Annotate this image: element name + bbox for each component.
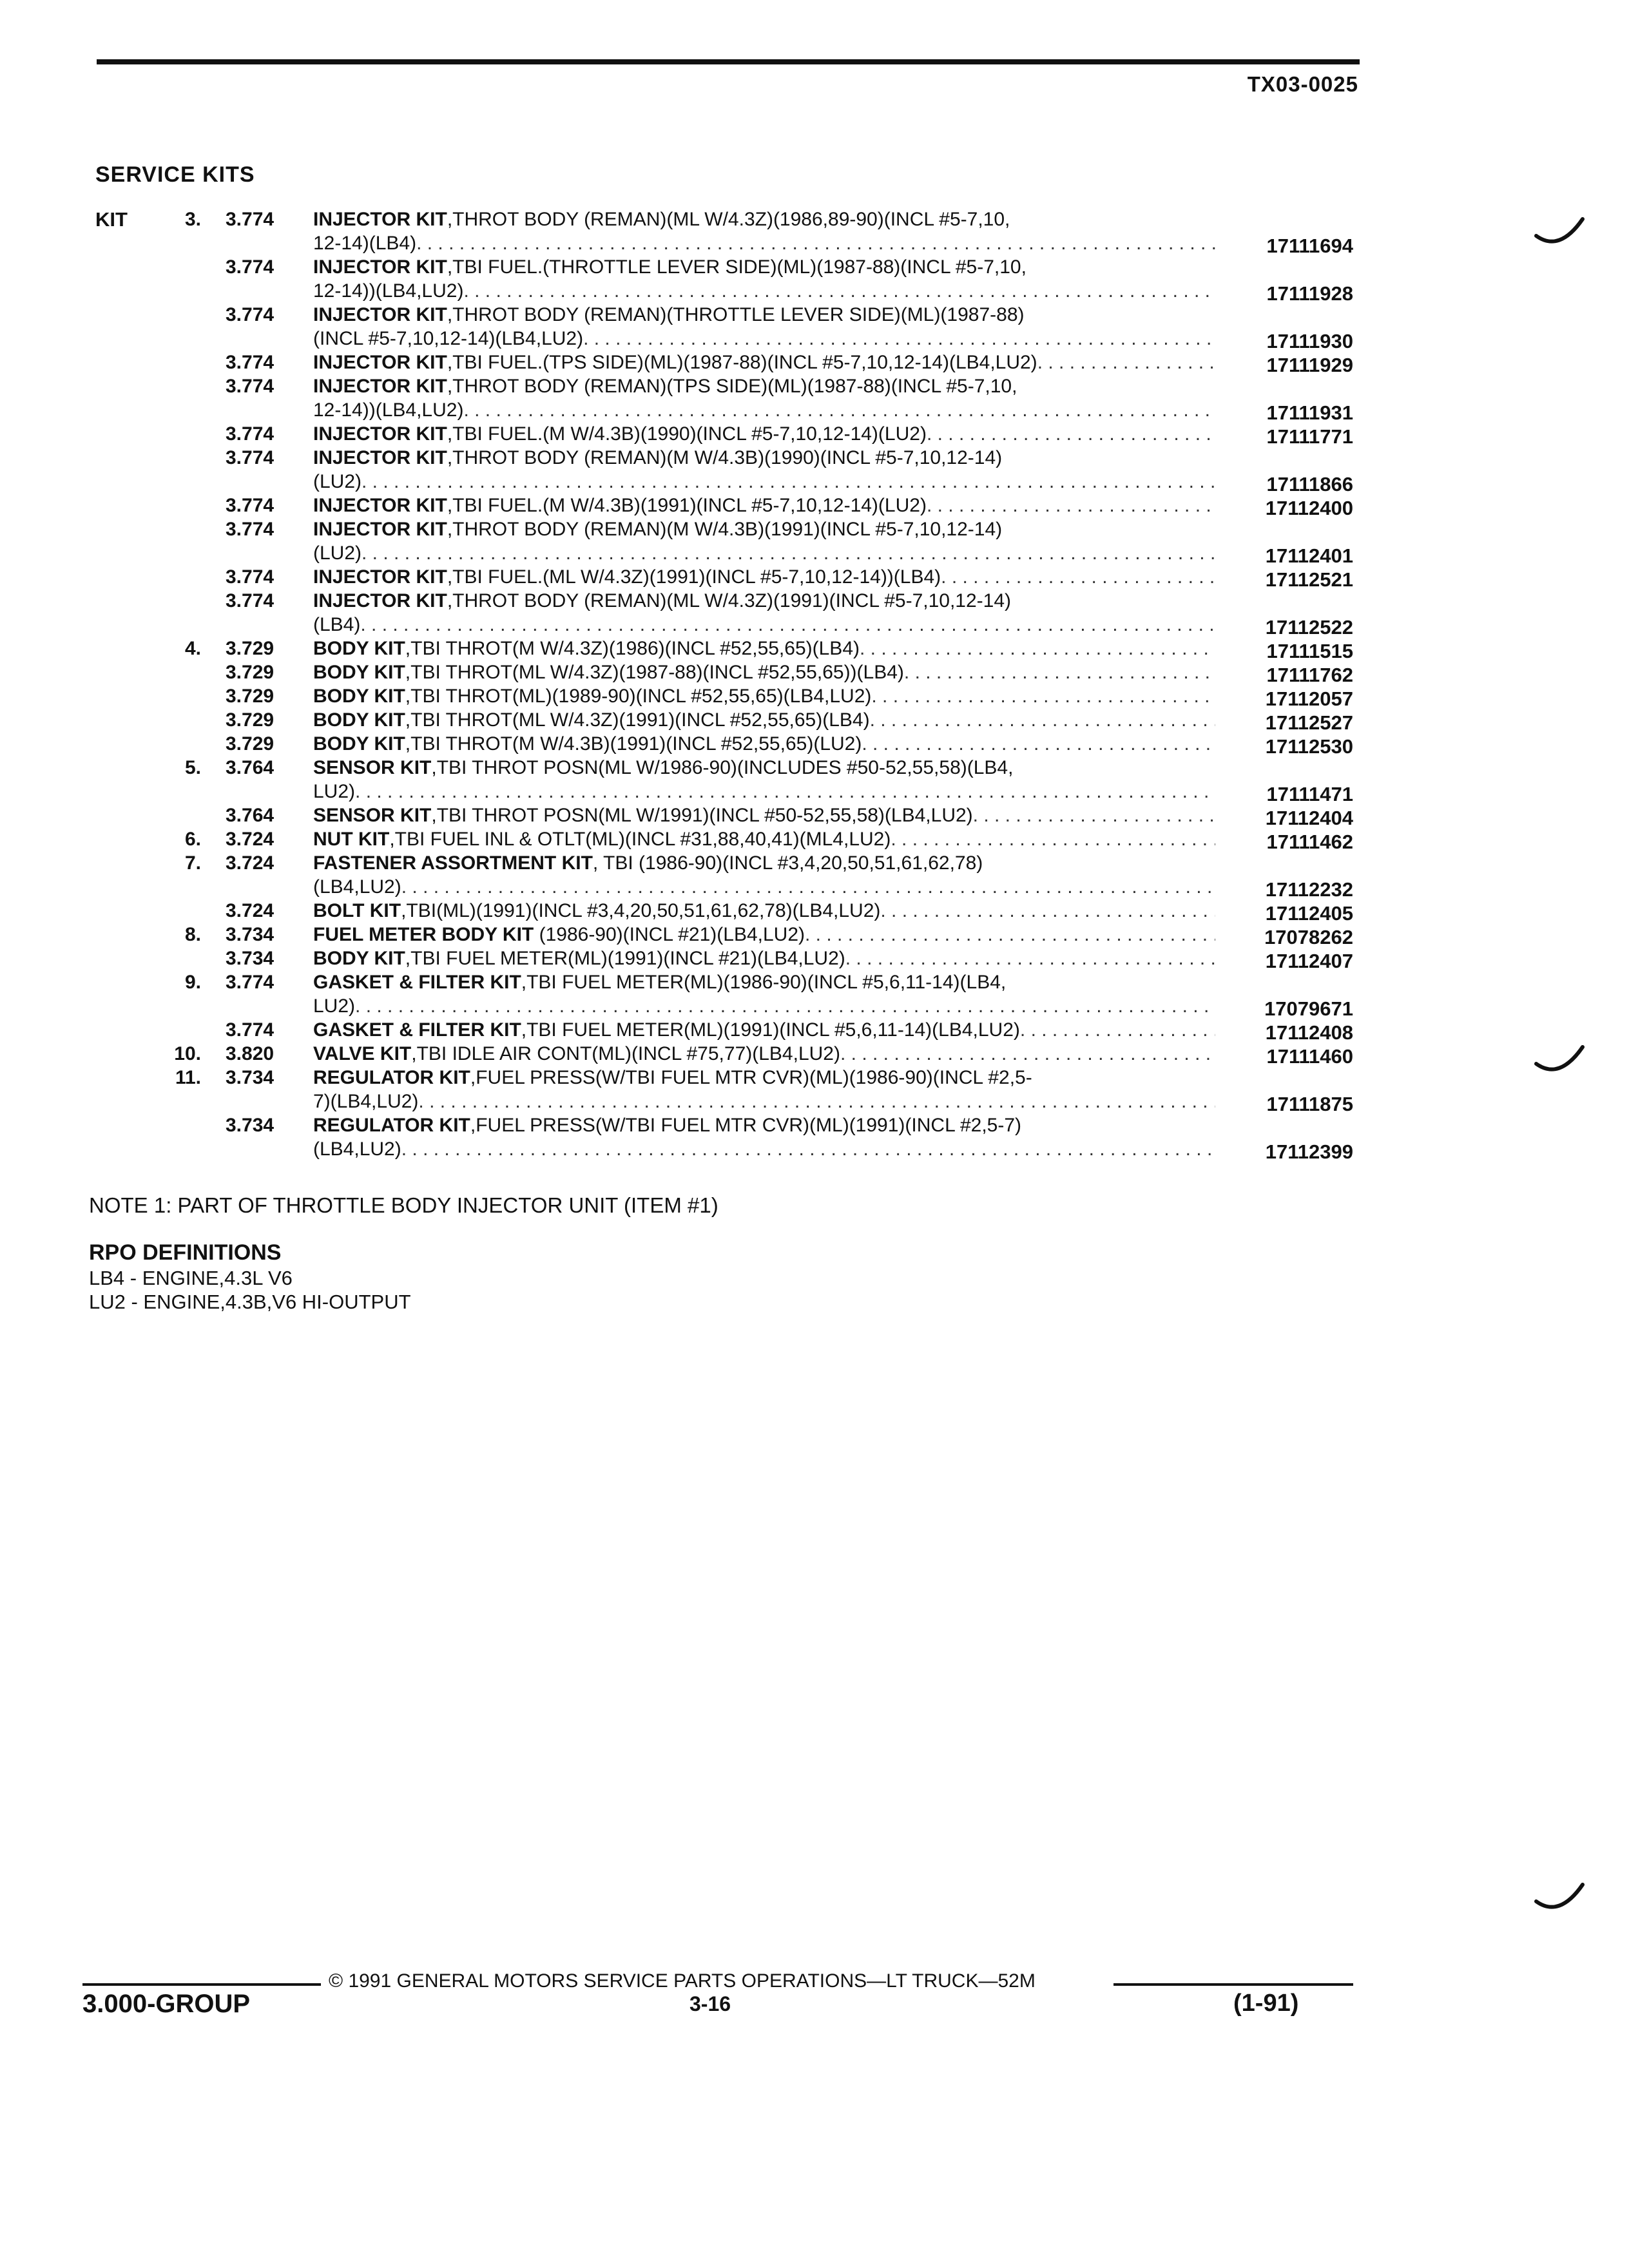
kit-description: [313, 494, 1215, 517]
dot-leader: [355, 994, 1215, 1018]
group-number: 3.774: [226, 519, 275, 540]
kit-name: INJECTOR KIT: [313, 590, 447, 611]
part-number: 17111471: [1266, 783, 1353, 805]
binder-hole-mark: [1534, 1041, 1585, 1079]
kit-description: [313, 351, 1215, 374]
kit-label: KIT: [95, 208, 128, 231]
kit-description-line: ,TBI THROT(M W/4.3Z)(1986)(INCL #52,55,65)(LB4): [405, 638, 860, 659]
kit-row: [0, 660, 1629, 684]
section-title: SERVICE KITS: [95, 162, 255, 187]
kit-row: [0, 732, 1629, 756]
kit-description-line: ,TBI THROT POSN(ML W/1991)(INCL #50-52,55,58)(LB4,LU2): [431, 805, 973, 826]
kit-description-line: ,THROT BODY (REMAN)(ML W/4.3Z)(1991)(INCL #5-7,10,12-14): [447, 590, 1012, 611]
group-number: 3.774: [226, 304, 275, 325]
kit-row: [0, 589, 1629, 637]
group-number: 3.774: [226, 423, 275, 445]
kit-description-line: ,THROT BODY (REMAN)(ML W/4.3Z)(1986,89-90)(INCL #5-7,10,: [447, 209, 1010, 230]
part-number: 17111928: [1266, 282, 1353, 305]
group-number: 3.774: [226, 209, 275, 230]
kit-description-line: 12-14))(LB4,LU2): [313, 280, 464, 302]
part-number: 17111460: [1266, 1045, 1353, 1068]
kit-description-line: ,THROT BODY (REMAN)(M W/4.3B)(1990)(INCL #5-7,10,12-14): [447, 447, 1003, 468]
kit-row: [0, 684, 1629, 708]
group-number: 3.729: [226, 686, 275, 707]
kit-description: [313, 947, 1215, 970]
rpo-definition: LU2 - ENGINE,4.3B,V6 HI-OUTPUT: [89, 1291, 411, 1313]
dot-leader: [463, 279, 1215, 303]
kit-description: [313, 1018, 1215, 1042]
kit-row: [0, 207, 1629, 255]
dot-leader: [361, 541, 1215, 565]
kit-row: [0, 351, 1629, 374]
dot-leader: [583, 327, 1215, 351]
part-number: 17079671: [1264, 997, 1353, 1020]
item-number: 6.: [184, 829, 201, 850]
dot-leader: [840, 1042, 1215, 1066]
copyright-notice: © 1991 GENERAL MOTORS SERVICE PARTS OPERATIONS—LT TRUCK—52M: [329, 1970, 1036, 1992]
kit-description: [313, 303, 1215, 351]
kit-row: [0, 374, 1629, 422]
part-number: 17111929: [1266, 354, 1353, 376]
part-number: 17112527: [1265, 711, 1353, 734]
kit-name: VALVE KIT: [313, 1043, 412, 1064]
part-number: 17111875: [1266, 1093, 1353, 1115]
item-number: 9.: [184, 972, 201, 993]
kit-name: INJECTOR KIT: [313, 447, 447, 468]
group-number: 3.729: [226, 709, 275, 731]
kit-name: REGULATOR KIT: [313, 1067, 470, 1088]
kit-name: INJECTOR KIT: [313, 209, 447, 230]
group-number: 3.774: [226, 376, 275, 397]
item-number: 3.: [184, 209, 201, 230]
dot-leader: [845, 947, 1215, 970]
kit-description: [313, 851, 1215, 899]
part-number: 17112530: [1265, 735, 1353, 758]
kit-description-line: (LB4): [313, 614, 361, 635]
part-number: 17112522: [1265, 616, 1353, 639]
kit-name: SENSOR KIT: [313, 757, 432, 778]
kit-description: [313, 565, 1215, 589]
kit-description: [313, 732, 1215, 756]
dot-leader: [927, 494, 1215, 517]
kit-name: INJECTOR KIT: [313, 304, 447, 325]
part-number: 17112521: [1265, 568, 1353, 591]
kit-description: [313, 589, 1215, 637]
kit-row: [0, 422, 1629, 446]
part-number: 17112057: [1265, 687, 1353, 710]
dot-leader: [361, 470, 1215, 494]
kit-name: INJECTOR KIT: [313, 376, 447, 397]
kit-description-line: (LU2): [313, 543, 362, 564]
kit-description: [313, 637, 1215, 660]
part-number: 17112405: [1265, 902, 1353, 925]
revision-date: (1-91): [1233, 1990, 1299, 2017]
rpo-definition: LB4 - ENGINE,4.3L V6: [89, 1267, 293, 1289]
part-number: 17112404: [1265, 807, 1353, 829]
kit-description: [313, 517, 1215, 565]
kit-row: [0, 1018, 1629, 1042]
dot-leader: [463, 398, 1215, 422]
kit-description-line: ,THROT BODY (REMAN)(THROTTLE LEVER SIDE)(ML)(1987-88): [447, 304, 1025, 325]
kit-name: BOLT KIT: [313, 900, 401, 921]
kit-description-line: ,THROT BODY (REMAN)(M W/4.3B)(1991)(INCL #5-7,10,12-14): [447, 519, 1003, 540]
kit-description: [313, 756, 1215, 803]
kit-description-line: ,TBI IDLE AIR CONT(ML)(INCL #75,77)(LB4,LU2): [411, 1043, 840, 1064]
group-number: 3.764: [226, 805, 275, 826]
kit-name: INJECTOR KIT: [313, 423, 447, 445]
footer-rule-left: [82, 1983, 321, 1986]
kit-description-line: 12-14))(LB4,LU2): [313, 399, 464, 421]
kit-description-line: ,THROT BODY (REMAN)(TPS SIDE)(ML)(1987-88)(INCL #5-7,10,: [447, 376, 1017, 397]
kit-description: [313, 684, 1215, 708]
part-number: 17112408: [1265, 1021, 1353, 1044]
binder-hole-mark: [1534, 213, 1585, 251]
group-number: 3.734: [226, 1067, 275, 1088]
part-number: 17112232: [1265, 878, 1353, 901]
dot-leader: [418, 1090, 1215, 1113]
kit-description: [313, 827, 1215, 851]
kit-name: GASKET & FILTER KIT: [313, 972, 521, 993]
item-number: 8.: [184, 924, 201, 945]
dot-leader: [401, 875, 1215, 899]
kit-row: [0, 494, 1629, 517]
kit-description-line: ,FUEL PRESS(W/TBI FUEL MTR CVR)(ML)(1986-90)(INCL #2,5-: [470, 1067, 1032, 1088]
dot-leader: [927, 422, 1215, 446]
group-number: 3.764: [226, 757, 275, 778]
group-number: 3.774: [226, 352, 275, 373]
kit-description: [313, 446, 1215, 494]
item-number: 4.: [184, 638, 201, 659]
kit-description-line: LU2): [313, 781, 356, 802]
kit-description-line: ,TBI FUEL.(TPS SIDE)(ML)(1987-88)(INCL #5-7,10,12-14)(LB4,LU2): [447, 352, 1037, 373]
top-rule: [97, 59, 1360, 64]
kit-description-line: , TBI (1986-90)(INCL #3,4,20,50,51,61,62,78): [592, 852, 983, 874]
group-number: 3.774: [226, 256, 275, 278]
group-number: 3.724: [226, 829, 275, 850]
kit-description-line: LU2): [313, 995, 356, 1017]
kit-description: [313, 923, 1215, 947]
group-number: 3.820: [226, 1043, 275, 1064]
dot-leader: [941, 565, 1215, 589]
part-number: 17111515: [1266, 640, 1353, 662]
kit-row: [0, 1042, 1629, 1066]
kit-description-line: ,TBI FUEL METER(ML)(1986-90)(INCL #5,6,11-14)(LB4,: [521, 972, 1007, 993]
part-number: 17112401: [1265, 544, 1353, 567]
kit-description: [313, 899, 1215, 923]
kit-row: [0, 947, 1629, 970]
kit-description-line: ,FUEL PRESS(W/TBI FUEL MTR CVR)(ML)(1991)(INCL #2,5-7): [470, 1115, 1022, 1136]
kit-description: [313, 422, 1215, 446]
dot-leader: [1037, 351, 1215, 374]
rpo-title: RPO DEFINITIONS: [89, 1240, 282, 1265]
kit-row: [0, 756, 1629, 803]
kit-description-line: 7)(LB4,LU2): [313, 1091, 419, 1112]
kit-name: BODY KIT: [313, 948, 405, 969]
kit-row: [0, 565, 1629, 589]
dot-leader: [880, 899, 1215, 923]
dot-leader: [360, 613, 1215, 637]
kit-list: [0, 207, 1629, 1161]
dot-leader: [862, 732, 1215, 756]
dot-leader: [401, 1137, 1215, 1161]
kit-description-line: ,TBI FUEL INL & OTLT(ML)(INCL #31,88,40,41)(ML4,LU2): [389, 829, 891, 850]
part-number: 17112400: [1265, 497, 1353, 519]
kit-description: [313, 803, 1215, 827]
kit-description-line: ,TBI THROT(ML W/4.3Z)(1987-88)(INCL #52,55,65))(LB4): [405, 662, 904, 683]
dot-leader: [860, 637, 1215, 660]
group-number: 3.734: [226, 924, 275, 945]
kit-description-line: ,TBI THROT POSN(ML W/1986-90)(INCLUDES #50-52,55,58)(LB4,: [431, 757, 1014, 778]
dot-leader: [805, 923, 1215, 947]
part-number: 17111762: [1266, 664, 1353, 686]
item-number: 5.: [184, 757, 201, 778]
kit-description: [313, 970, 1215, 1018]
kit-description-line: ,TBI FUEL METER(ML)(1991)(INCL #21)(LB4,LU2): [405, 948, 845, 969]
kit-row: [0, 1113, 1629, 1161]
dot-leader: [355, 780, 1215, 803]
kit-description: [313, 660, 1215, 684]
group-number: 3.734: [226, 1115, 275, 1136]
kit-description: [313, 255, 1215, 303]
kit-name: NUT KIT: [313, 829, 390, 850]
kit-name: BODY KIT: [313, 662, 405, 683]
part-number: 17112407: [1265, 950, 1353, 972]
kit-description-line: ,TBI THROT(ML W/4.3Z)(1991)(INCL #52,55,65)(LB4): [405, 709, 870, 731]
note: NOTE 1: PART OF THROTTLE BODY INJECTOR UNIT (ITEM #1): [89, 1193, 718, 1217]
group-number: 3.774: [226, 590, 275, 611]
part-number: 17111930: [1266, 330, 1353, 352]
group-number: 3.729: [226, 733, 275, 754]
kit-row: [0, 1066, 1629, 1113]
kit-description-line: 12-14)(LB4): [313, 233, 417, 254]
part-number: 17078262: [1264, 926, 1353, 948]
kit-name: INJECTOR KIT: [313, 352, 447, 373]
item-number: 11.: [175, 1067, 201, 1088]
kit-row: [0, 303, 1629, 351]
kit-row: [0, 970, 1629, 1018]
group-number: 3.734: [226, 948, 275, 969]
kit-name: BODY KIT: [313, 733, 405, 754]
kit-row: [0, 923, 1629, 947]
item-number: 10.: [174, 1043, 201, 1064]
dot-leader: [891, 827, 1215, 851]
kit-description-line: (LU2): [313, 471, 362, 492]
dot-leader: [870, 708, 1215, 732]
part-number: 17111931: [1266, 401, 1353, 424]
dot-leader: [416, 231, 1215, 255]
kit-description-line: (LB4,LU2): [313, 876, 401, 898]
part-number: 17111694: [1266, 235, 1353, 257]
kit-row: [0, 827, 1629, 851]
kit-row: [0, 851, 1629, 899]
kit-description-line: ,TBI FUEL.(ML W/4.3Z)(1991)(INCL #5-7,10,12-14))(LB4): [447, 566, 941, 588]
dot-leader: [973, 803, 1215, 827]
document-id: TX03-0025: [1247, 72, 1358, 96]
kit-description-line: ,TBI FUEL METER(ML)(1991)(INCL #5,6,11-14)(LB4,LU2): [521, 1019, 1020, 1041]
kit-description-line: ,TBI(ML)(1991)(INCL #3,4,20,50,51,61,62,78)(LB4,LU2): [401, 900, 881, 921]
dot-leader: [1020, 1018, 1215, 1042]
kit-row: [0, 255, 1629, 303]
kit-description-line: ,TBI THROT(M W/4.3B)(1991)(INCL #52,55,65)(LU2): [405, 733, 862, 754]
group-number: 3.724: [226, 900, 275, 921]
kit-description: [313, 1113, 1215, 1161]
page-number: 3-16: [689, 1992, 731, 2015]
kit-description-line: (1986-90)(INCL #21)(LB4,LU2): [534, 924, 805, 945]
part-number: 17111866: [1266, 473, 1353, 495]
kit-name: GASKET & FILTER KIT: [313, 1019, 521, 1041]
kit-description-line: (INCL #5-7,10,12-14)(LB4,LU2): [313, 328, 584, 349]
kit-name: INJECTOR KIT: [313, 495, 447, 516]
kit-description: [313, 374, 1215, 422]
kit-description: [313, 1042, 1215, 1066]
kit-description-line: ,TBI FUEL.(THROTTLE LEVER SIDE)(ML)(1987-88)(INCL #5-7,10,: [447, 256, 1027, 278]
dot-leader: [871, 684, 1215, 708]
kit-description-line: ,TBI FUEL.(M W/4.3B)(1990)(INCL #5-7,10,12-14)(LU2): [447, 423, 927, 445]
group-number: 3.729: [226, 662, 275, 683]
group-number: 3.774: [226, 566, 275, 588]
kit-name: BODY KIT: [313, 638, 405, 659]
kit-row: [0, 446, 1629, 494]
kit-description-line: ,TBI THROT(ML)(1989-90)(INCL #52,55,65)(LB4,LU2): [405, 686, 872, 707]
kit-description: [313, 708, 1215, 732]
kit-name: FASTENER ASSORTMENT KIT: [313, 852, 593, 874]
kit-row: [0, 708, 1629, 732]
kit-name: REGULATOR KIT: [313, 1115, 470, 1136]
kit-name: INJECTOR KIT: [313, 566, 447, 588]
group-number: 3.774: [226, 495, 275, 516]
kit-name: BODY KIT: [313, 686, 405, 707]
part-number: 17111771: [1266, 425, 1353, 448]
kit-description-line: (LB4,LU2): [313, 1139, 401, 1160]
footer-rule-right: [1113, 1983, 1353, 1986]
kit-name: INJECTOR KIT: [313, 256, 447, 278]
kit-name: SENSOR KIT: [313, 805, 432, 826]
group-number: 3.724: [226, 852, 275, 874]
kit-row: [0, 517, 1629, 565]
group-number: 3.774: [226, 972, 275, 993]
group-number: 3.774: [226, 447, 275, 468]
group-label: 3.000-GROUP: [82, 1990, 251, 2018]
kit-row: [0, 803, 1629, 827]
item-number: 7.: [184, 852, 201, 874]
kit-name: INJECTOR KIT: [313, 519, 447, 540]
part-number: 17111462: [1266, 831, 1353, 853]
kit-row: [0, 637, 1629, 660]
kit-description: [313, 1066, 1215, 1113]
kit-name: FUEL METER BODY KIT: [313, 924, 534, 945]
dot-leader: [904, 660, 1215, 684]
part-number: 17112399: [1265, 1140, 1353, 1163]
kit-name: BODY KIT: [313, 709, 405, 731]
kit-description-line: ,TBI FUEL.(M W/4.3B)(1991)(INCL #5-7,10,12-14)(LU2): [447, 495, 927, 516]
group-number: 3.729: [226, 638, 275, 659]
group-number: 3.774: [226, 1019, 275, 1041]
kit-description: [313, 207, 1215, 255]
kit-row: [0, 899, 1629, 923]
binder-hole-mark: [1534, 1878, 1585, 1917]
